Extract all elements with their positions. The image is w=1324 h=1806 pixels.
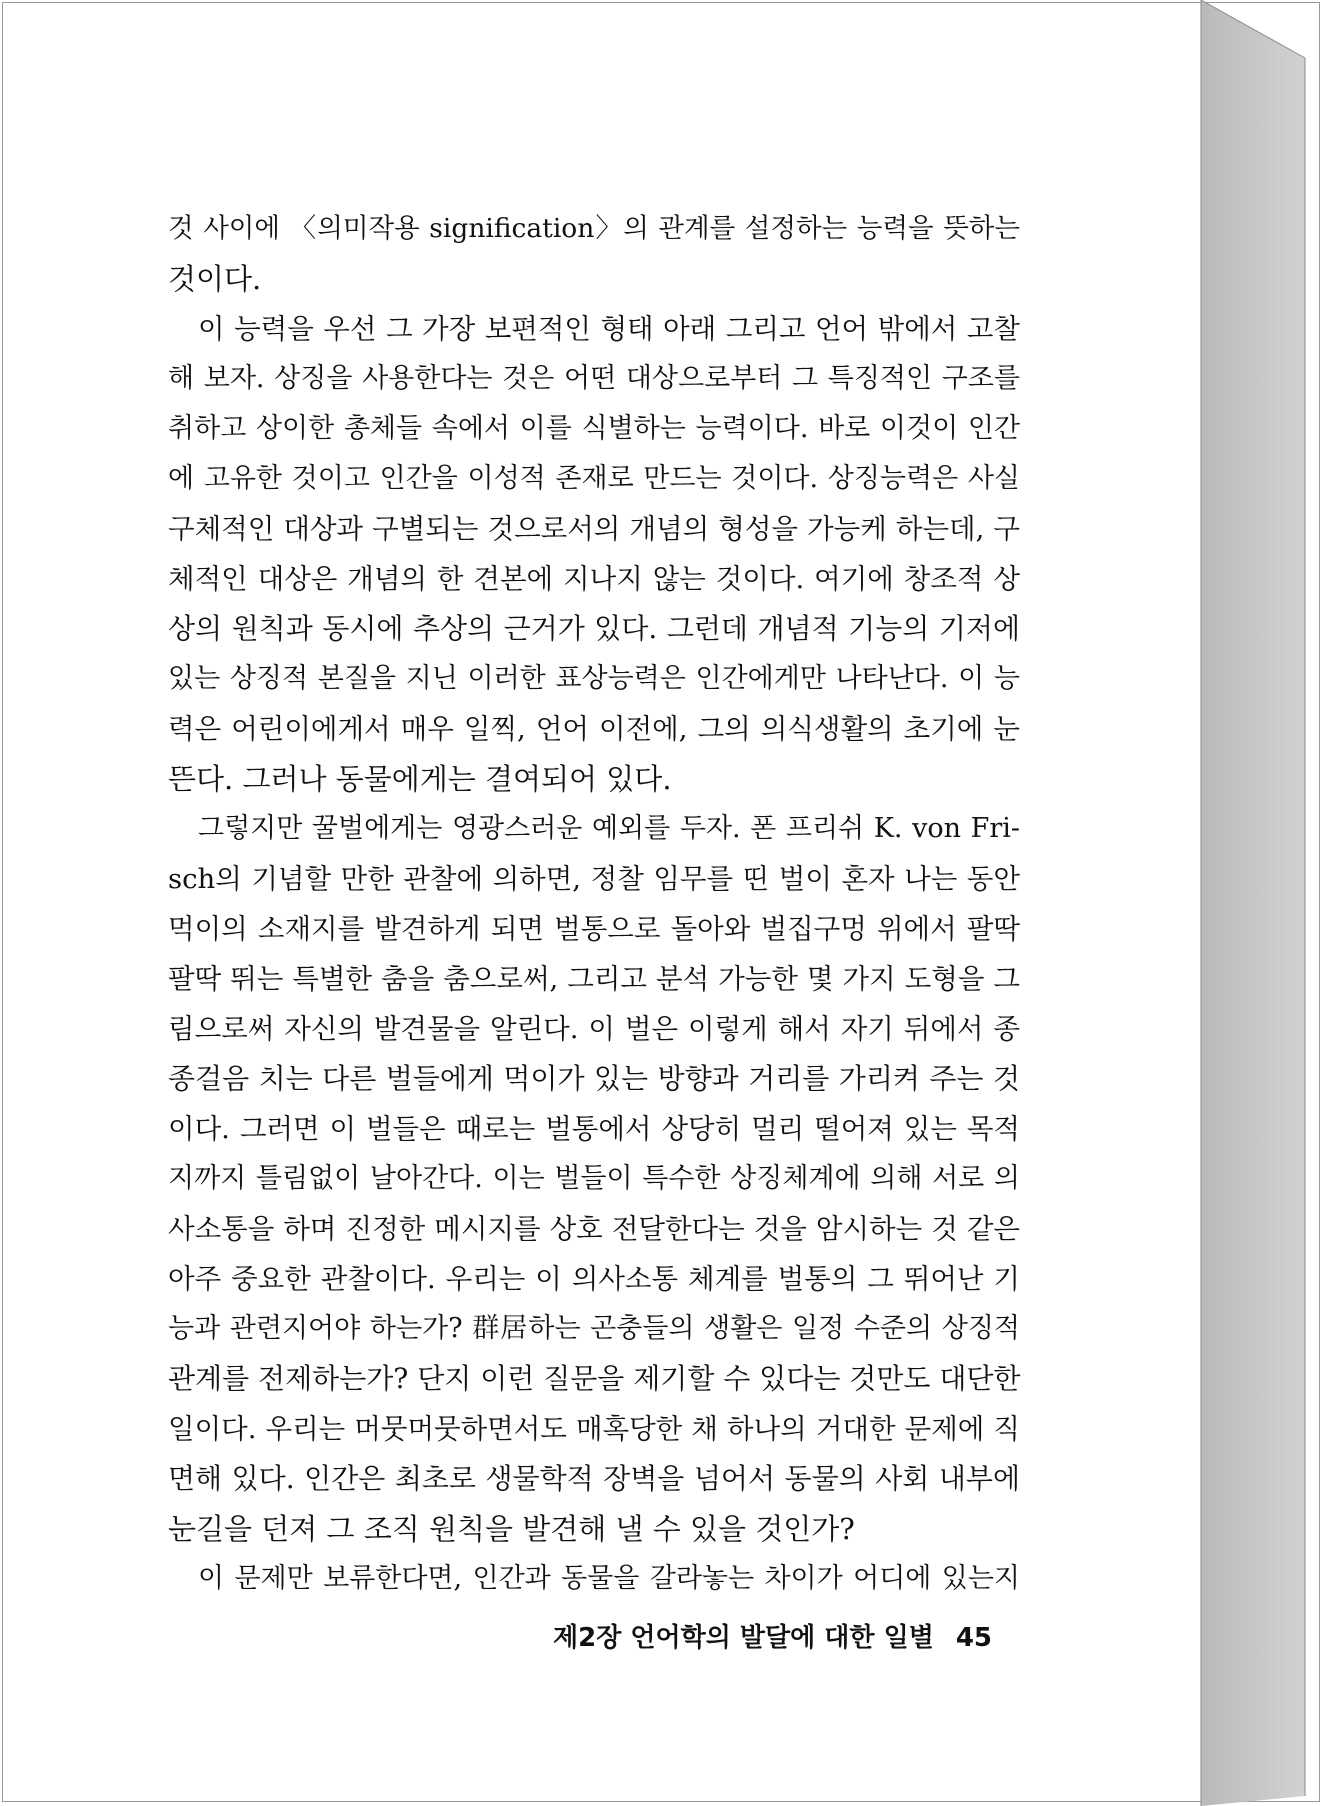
text-line: 지까지 틀림없이 날아간다. 이는 벌들이 특수한 상징체계에 의해 서로 의: [168, 1163, 1020, 1194]
text-line: sch의 기념할 만한 관찰에 의하면, 정찰 임무를 띤 벌이 혼자 나는 동안: [168, 863, 1020, 895]
text-line: 아주 중요한 관찰이다. 우리는 이 의사소통 체계를 벌통의 그 뛰어난 기: [168, 1263, 1020, 1295]
text-line: 구체적인 대상과 구별되는 것으로서의 개념의 형성을 가능케 하는데, 구: [168, 513, 1020, 545]
text-line: 면해 있다. 인간은 최초로 생물학적 장벽을 넘어서 동물의 사회 내부에: [168, 1462, 1020, 1495]
text-line: 눈길을 던져 그 조직 원칙을 발견해 낼 수 있을 것인가?: [168, 1512, 855, 1546]
text-line: 것이다.: [168, 262, 262, 296]
text-line: 있는 상징적 본질을 지닌 이러한 표상능력은 인간에게만 나타난다. 이 능: [168, 663, 1020, 694]
text-line: 이 능력을 우선 그 가장 보편적인 형태 아래 그리고 언어 밖에서 고찰: [198, 313, 1020, 345]
text-line: 이 문제만 보류한다면, 인간과 동물을 갈라놓는 차이가 어디에 있는지: [198, 1563, 1020, 1594]
text-line: 체적인 대상은 개념의 한 견본에 지나지 않는 것이다. 여기에 창조적 상: [168, 563, 1020, 595]
body-text: [168, 204, 1020, 1604]
text-line: 이다. 그러면 이 벌들은 때로는 벌통에서 상당히 멀리 떨어져 있는 목적: [168, 1113, 1020, 1145]
text-line: 팔딱 뛰는 특별한 춤을 춤으로써, 그리고 분석 가능한 몇 가지 도형을 그: [168, 963, 1020, 995]
text-line: 것 사이에 〈의미작용 signification〉의 관계를 설정하는 능력을 뜻하는: [168, 213, 1020, 244]
text-line: 관계를 전제하는가? 단지 이런 질문을 제기할 수 있다는 것만도 대단한: [168, 1362, 1021, 1395]
page-number: 45: [955, 1623, 992, 1653]
page-footer: [548, 1618, 992, 1658]
text-line: 림으로써 자신의 발견물을 알린다. 이 벌은 이렇게 해서 자기 뒤에서 종: [168, 1013, 1020, 1045]
text-line: 력은 어린이에게서 매우 일찍, 언어 이전에, 그의 의식생활의 초기에 눈: [168, 713, 1020, 745]
text-line: 종걸음 치는 다른 벌들에게 먹이가 있는 방향과 거리를 가리켜 주는 것: [168, 1062, 1020, 1095]
text-line: 취하고 상이한 총체들 속에서 이를 식별하는 능력이다. 바로 이것이 인간: [168, 413, 1020, 444]
text-line: 먹이의 소재지를 발견하게 되면 벌통으로 돌아와 벌집구멍 위에서 팔딱: [168, 913, 1020, 945]
text-line: 상의 원칙과 동시에 추상의 근거가 있다. 그런데 개념적 기능의 기저에: [168, 612, 1020, 645]
text-line: 해 보자. 상징을 사용한다는 것은 어떤 대상으로부터 그 특징적인 구조를: [168, 363, 1020, 394]
text-line: 사소통을 하며 진정한 메시지를 상호 전달한다는 것을 암시하는 것 같은: [168, 1213, 1020, 1245]
text-line: 일이다. 우리는 머뭇머뭇하면서도 매혹당한 채 하나의 거대한 문제에 직: [168, 1413, 1020, 1445]
text-line: 에 고유한 것이고 인간을 이성적 존재로 만드는 것이다. 상징능력은 사실: [168, 463, 1020, 494]
running-head: 제2장 언어학의 발달에 대한 일별: [553, 1623, 934, 1653]
text-line: 능과 관련지어야 하는가? 群居하는 곤충들의 생활은 일정 수준의 상징적: [168, 1313, 1020, 1344]
text-line: 뜬다. 그러나 동물에게는 결여되어 있다.: [168, 762, 672, 796]
text-line: 그렇지만 꿀벌에게는 영광스러운 예외를 두자. 폰 프리쉬 K. von Fri-: [198, 813, 1020, 844]
